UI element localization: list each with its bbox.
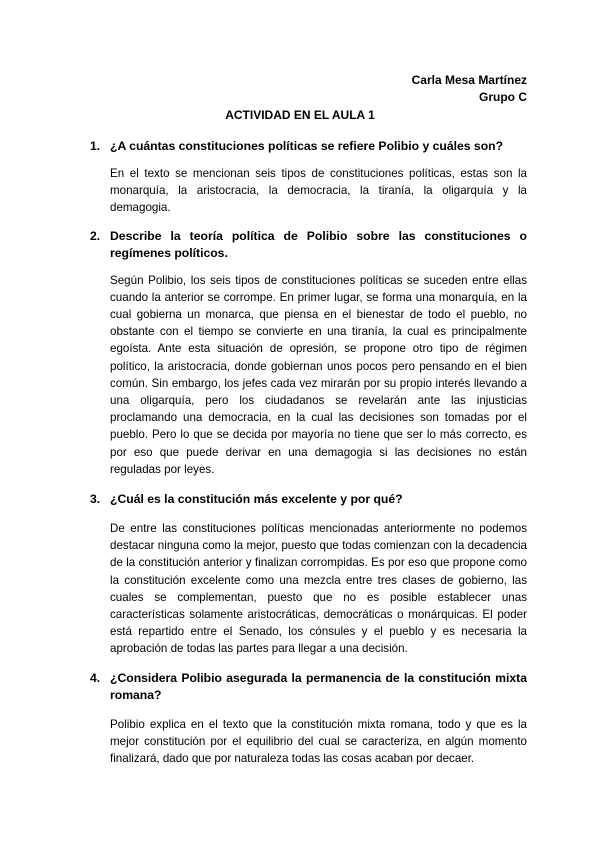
question-number: 4. — [90, 670, 101, 685]
answer-3: De entre las constituciones políticas mencionadas anteriormente no podemos destacar ninguna como la mejor, puesto que todas comienzan con la decadencia de la constitución anterior y finalizan corrompidas. Es por eso que propone como la constitución excelente como una mezcla entre tres clases de gobierno, las cuales se complementan, puesto que no es posible establecer unas características solamente aristocráticas, democráticas o monárquicas. El poder está repartido entre el Senado, los cónsules y el pueblo y es necesaria la aprobación de todas las partes para llegar a una decisión. — [110, 522, 527, 656]
question-1 — [90, 138, 527, 155]
question-4 — [90, 670, 527, 704]
answer-1: En el texto se mencionan seis tipos de constituciones políticas, estas son la monarquía, la aristocracia, la democracia, la tiranía, la oligarquía y la demagogia. — [110, 167, 527, 215]
question-3 — [90, 491, 527, 508]
question-text: ¿Cuál es la constitución más excelente y por qué? — [110, 492, 403, 507]
author-block — [412, 72, 527, 106]
question-2 — [90, 228, 527, 262]
question-text: ¿Considera Polibio asegurada la permanencia de la constitución mixta romana? — [110, 670, 527, 702]
answer-2: Según Polibio, los seis tipos de constituciones políticas se suceden entre ellas cuando la anterior se corrompe. En primer lugar, se forma una monarquía, en la cual gobierna un monarca, que piensa en el bienestar de todo el pueblo, no obstante con el tiempo se convierte en una tiranía, la cual es principalmente egoísta. Ante esta situación de opresión, se propone otro tipo de régimen político, la aristocracia, donde gobiernan unos pocos pero pensando en el bien común. Sin embargo, los jefes cada vez mirarán por su propio interés llevando a una oligarquía, pero los ciudadanos se revelarán ante las injusticias proclamando una democracia, en la cual las decisiones son tomadas por el pueblo. Pero lo que se decida por mayoría no tiene que ser lo más correcto, es por eso que puede derivar en una demagogia si las decisiones no están reguladas por leyes. — [110, 273, 527, 476]
answer-4: Polibio explica en el texto que la constitución mixta romana, todo y que es la mejor constitución por el equilibrio del cual se caracteriza, en algún momento finalizará, dado que por naturaleza todas las cosas acaban por decaer. — [110, 717, 527, 766]
questions-list — [90, 138, 527, 767]
question-number: 2. — [90, 228, 101, 243]
question-text: Describe la teoría política de Polibio sobre las constituciones o regímenes políticos. — [110, 228, 527, 260]
question-number: 3. — [90, 492, 101, 507]
author-name: Carla Mesa Martínez — [411, 73, 527, 87]
question-text: ¿A cuántas constituciones políticas se refiere Polibio y cuáles son? — [110, 139, 504, 153]
group-name: Grupo C — [479, 90, 527, 104]
question-number: 1. — [90, 139, 101, 153]
document-title: ACTIVIDAD EN EL AULA 1 — [225, 108, 375, 122]
